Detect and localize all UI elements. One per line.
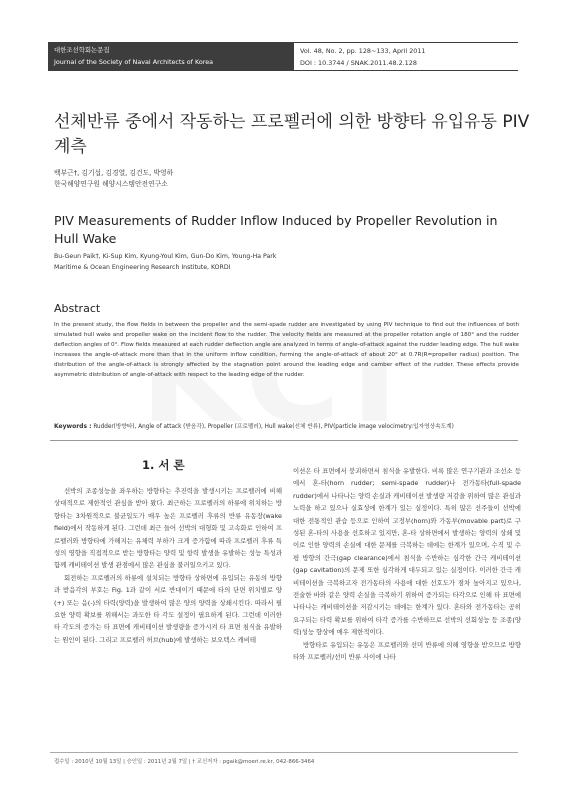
volume-info: Vol. 48, No. 2, pp. 128~133, April 2011 xyxy=(300,47,426,55)
keywords-text: Rudder(방향타), Angle of attack (받음각), Propeller (프로펠러), Hull wake(선체 반류), PIV(particle image velocimetry:입자영상속도계) xyxy=(93,424,454,430)
affiliation-english: Maritime & Ocean Engineering Research Institute, KORDI xyxy=(54,264,231,271)
body-column-right xyxy=(293,465,521,664)
title-korean: 선체반류 중에서 작동하는 프로펠러에 의한 방향타 유입유동 PIV 계측 xyxy=(54,112,530,157)
body-column-left xyxy=(54,485,282,646)
paragraph: 이션은 타 표면에서 붕괴하면서 침식을 유발한다. 비록 많은 연구기관과 조선소 등에서 혼-타(horn rudder; semi-spade rudder)나 전가동타(full-spade rudder)에서 나타나는 양력 손실과 캐비테이션 발생량 저감을 위하여 많은 관심과 노력을 하고 있으나 실효성에 한계가 있는 실정이다. 특히 많은 선주들이 선박에 대한 전통적인 관습 등으로 인하여 고정부(horn)와 가동부(movable part)로 구성된 혼-타의 사용을 선호하고 있지만, 혼-타 상하면에서 발생하는 양력의 상쇄 및 이로 인한 양력의 손실에 대한 문제를 극복하는 데에는 한계가 있으며, 수직 및 수평 방향의 간극(gap clearance)에서 침식을 수반하는 심각한 간극 캐비테이션(gap cavitation)의 문제 또한 심각하게 대두되고 있는 실정이다. 이러한 간극 캐비테이션을 극복하고자 전가동타의 사용에 대한 선호도가 점차 높아지고 있으나, 전술한 바와 같은 양력 손실을 극복하기 위하여 증가되는 타각으로 인해 타 표면에 나타나는 캐비테이션을 저감시키는 데에는 한계가 있다. 혼타와 전가동타는 공히 요구되는 타력 확보를 위하여 타각 증가를 수반하므로 선박의 선회성능 등 조종(양력)성능 향상에 매우 제한적이다. xyxy=(293,467,521,637)
footer-note: 접수일 : 2010년 10월 13일 | 승인일 : 2011년 2월 7일 | † 교신저자 : pgaik@moeri.re.kr, 042-866-3464 xyxy=(54,759,315,765)
abstract-heading: Abstract xyxy=(54,302,101,315)
journal-name-ko: 대한조선학회논문집 xyxy=(54,46,110,54)
journal-name-block xyxy=(48,42,294,71)
section-heading-introduction: 1. 서 론 xyxy=(142,458,185,472)
doi: DOI : 10.3744 / SNAK.2011.48.2.128 xyxy=(300,59,417,67)
authors-korean: 백부근†, 김기섭, 김경열, 김건도, 박영하 xyxy=(54,169,174,177)
authors-english-block xyxy=(54,251,276,273)
authors-english: Bu-Geun Paik†, Ki-Sup Kim, Kyung-Youl Kim, Gun-Do Kim, Young-Ha Park xyxy=(54,253,277,260)
section-divider xyxy=(50,440,518,441)
keywords xyxy=(54,422,524,432)
abstract-text: In the present study, the flow fields in between the propeller and the semi-spade rudder are investigated by using PIV technique to find out the influences of both simulated hull wake and propeller wake on the incident flow to the rudder. The velocity fields are measured at the propeller rotation angle of 180° and the rudder deflection angles of 0°. Flow fields measured at each rudder deflection angle are analyzed in terms of angle-of-attack against the rudder leading edge. The hull wake increases the angle-of-attack more than that in the uniform inflow condition, forming the angle-of-attack of about 20° at 0.7R(R=propeller radius) position. The distribution of the angle-of-attack is strongly affected by the stagnation point around the leading edge and camber effect of the rudder. These effects provide asymmetric distribution of angle-of-attack with respect to the leading edge of the rudder. xyxy=(54,322,519,378)
paragraph: 회전하는 프로펠러의 하류에 설치되는 방향타 상하면에 유입되는 유동의 방향과 받음각의 부호는 Fig. 1과 같이 서로 반대이기 때문에 타의 단면 위치별로 양(+) 또는 음(-)의 타력(양력)을 발생하여 많은 양의 양력을 상쇄시킨다. 따라서 필요한 양력 확보를 위해서는 과도한 타 각도 설정이 필요하게 된다. 그런데 이러한 타 각도의 증가는 타 표면에 캐비테이션 발생량을 증가시켜 타 표면 침식을 유발하는 원인이 된다. 그리고 프로펠러 허브(hub)에 발생하는 보오텍스 캐비테 xyxy=(54,573,282,644)
journal-header xyxy=(48,42,518,71)
affiliation-korean: 한국해양연구원 해양시스템안전연구소 xyxy=(54,180,168,188)
paragraph: 선박의 조종성능을 좌우하는 방향타는 추진력을 발생시키는 프로펠러에 비해 상대적으로 제한적인 관심을 받아 왔다. 최근하는 프로펠러의 하류에 위치하는 방향타는 3차원적으로 불균일도가 매우 높은 프로펠러 후류의 반류 유동장(wake field)에서 작동하게 된다. 그런데 최근 들어 선박의 대형화 및 고속화로 인하여 프로펠러와 방향타에 가해지는 유체력 부하가 크게 증가함에 따라 프로펠러 후류 특성의 영향을 직접적으로 받는 방향타는 양력 및 항력 발생을 유발하는 성능 특성과 함께 캐비테이션 발생 관점에서 많은 관심을 불러일으키고 있다. xyxy=(54,487,282,570)
footer-divider xyxy=(50,752,518,753)
citation-block xyxy=(294,42,518,71)
journal-name-en: Journal of the Society of Naval Architects of Korea xyxy=(54,58,214,66)
title-english: PIV Measurements of Rudder Inflow Induced by Propeller Revolution in Hull Wake xyxy=(54,213,498,246)
authors-korean-block xyxy=(54,168,173,190)
keywords-label: Keywords : xyxy=(54,423,92,430)
paragraph: 방향타로 유입되는 유동은 프로펠러와 선미 반류에 의해 영향을 받으므로 방향타와 프로펠러/선미 반류 사이에 나타 xyxy=(293,640,521,662)
